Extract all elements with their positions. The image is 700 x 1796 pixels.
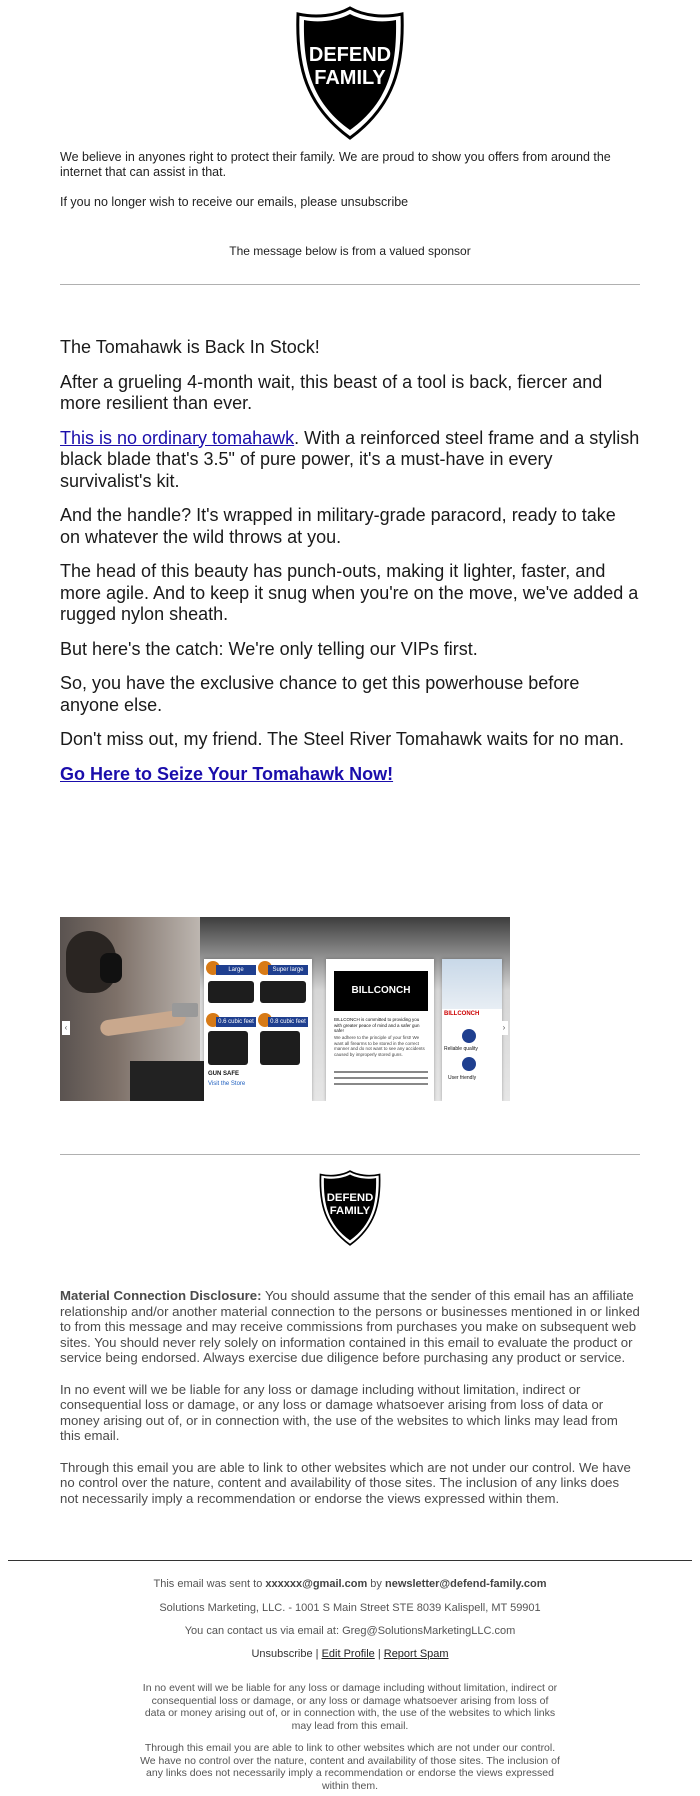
billconch-logo: BILLCONCH	[334, 971, 428, 1011]
people-photo	[442, 959, 502, 1009]
edit-profile-link[interactable]: Edit Profile	[321, 1648, 375, 1660]
article-heading: The Tomahawk is Back In Stock!	[60, 337, 320, 357]
banner-card-people	[442, 959, 502, 1101]
logo-line1: DEFEND	[308, 44, 392, 66]
tag-med: 0.8 cubic feet	[268, 1017, 308, 1027]
disclosure-p3: Through this email you are able to link to other websites which are not under our control. We have no control over the nature, content and availability of those sites. The inclusion of any links does not necessarily imply a recommendation or endorse the views expressed within them.	[60, 1459, 631, 1506]
article-p2-text: . With a reinforced steel frame and a stylish black blade that's 3.5" of pure power, it's a must-have in every survivalist's kit.	[60, 427, 640, 491]
ear-muff	[100, 953, 122, 983]
article	[60, 337, 640, 798]
sent-to-line	[0, 1578, 700, 1590]
ordinary-tomahawk-link[interactable]: This is no ordinary tomahawk	[60, 427, 295, 448]
pistol	[172, 1003, 198, 1017]
sent-prefix: This email was sent to	[153, 1578, 263, 1590]
article-p4: The head of this beauty has punch-outs, making it lighter, faster, and more agile. And to keep it snug when you're on the move, we've added a rugged nylon sheath.	[60, 561, 639, 624]
disclosure	[60, 1288, 640, 1522]
tag-large: Large	[216, 965, 256, 975]
separator: |	[315, 1648, 319, 1660]
sent-by: by	[370, 1578, 382, 1590]
safe-image-super	[260, 981, 306, 1003]
disclosure-p2: In no event will we be liable for any loss or damage including without limitation, indirect or consequential loss or damage, or any loss or damage whatsoever arising from loss of data or money arising out of, or in connection with, the use of the websites to which links may lead from this email.	[60, 1381, 618, 1443]
cta-link[interactable]: Go Here to Seize Your Tomahawk Now!	[60, 763, 394, 784]
contact-line: You can contact us via email at: Greg@SolutionsMarketingLLC.com	[184, 1625, 516, 1637]
reliable-quality: Reliable quality	[444, 1046, 478, 1052]
article-p6: So, you have the exclusive chance to get this powerhouse before anyone else.	[60, 673, 580, 715]
banner-card-brand	[326, 959, 434, 1101]
disclosure-p1	[60, 1288, 640, 1366]
disclosure-p1-text: You should assume that the sender of this email has an affiliate relationship and/or another material connection to the persons or businesses mentioned in or linked to from this message and may receive commissions from purchases you make on subsequent web sites. You should never rely solely on information contained in this email to evaluate the product or service being endorsed. Always exercise due diligence before purchasing any product or service.	[60, 1288, 640, 1365]
brand-text: We adhere to the principle of your first! We want all firearms to be stored in the correct manner and do not want to see any accidents caused by improperly stored guns.	[334, 1035, 425, 1057]
logo-line2: FAMILY	[314, 67, 386, 89]
unsubscribe-text[interactable]: Unsubscribe	[251, 1648, 313, 1660]
disclosure-title: Material Connection Disclosure:	[60, 1288, 262, 1303]
unsubscribe-prefix: If you no longer wish to receive our emails, please	[60, 195, 338, 209]
intro	[60, 150, 640, 210]
footer-divider	[8, 1560, 692, 1561]
report-spam-link[interactable]: Report Spam	[383, 1648, 449, 1660]
visit-store-link[interactable]: Visit the Store	[208, 1081, 246, 1087]
divider-bottom	[60, 1154, 640, 1155]
ad-banner[interactable]	[60, 917, 510, 1101]
defend-family-logo-small	[314, 1170, 386, 1246]
tag-super-large: Super large	[268, 965, 308, 975]
banner-card-safes	[204, 959, 312, 1101]
brand-mini: BILLCONCH	[444, 1011, 480, 1017]
article-p3: And the handle? It's wrapped in military-grade paracord, ready to take on whatever the wild throws at you.	[60, 505, 616, 547]
user-friendly: User friendly	[448, 1075, 477, 1081]
text-line	[334, 1077, 428, 1079]
defend-family-logo	[294, 6, 406, 140]
footer-legal-1: In no event will we be liable for any loss or damage including without limitation, indirect or consequential loss or damage, or any loss or damage whatsoever arising from loss of data or money arising out of, or in connection with, the use of the websites to which links may lead from this email.	[142, 1682, 558, 1732]
banner-next-arrow[interactable]: ›	[500, 1021, 508, 1035]
safe-image-small	[208, 1031, 248, 1065]
safe-image-med	[260, 1031, 300, 1065]
article-p5: But here's the catch: We're only telling our VIPs first.	[60, 638, 478, 659]
tag-small: 0.6 cubic feet	[216, 1017, 256, 1027]
gun-safe-label: GUN SAFE	[208, 1071, 240, 1077]
text-line	[334, 1083, 428, 1085]
brand-description: BILLCONCH is committed to providing you with greater peace of mind and a safer gun safe!	[334, 1017, 420, 1033]
separator: |	[377, 1648, 381, 1660]
article-p7: Don't miss out, my friend. The Steel River Tomahawk waits for no man.	[60, 729, 624, 749]
unsubscribe-line	[60, 195, 640, 210]
article-p1: After a grueling 4-month wait, this beast of a tool is back, fiercer and more resilient than ever.	[60, 371, 603, 413]
sponsor-note: The message below is from a valued sponsor	[229, 244, 471, 258]
sender-email: newsletter@defend-family.com	[384, 1578, 547, 1590]
user-icon	[462, 1057, 476, 1071]
recipient-email: xxxxxx@gmail.com	[265, 1578, 368, 1590]
logo-line2: FAMILY	[329, 1205, 371, 1218]
quality-icon	[462, 1029, 476, 1043]
text-line	[334, 1071, 428, 1073]
postal-address: Solutions Marketing, LLC. - 1001 S Main Street STE 8039 Kalispell, MT 59901	[159, 1602, 541, 1614]
footer-links	[0, 1648, 700, 1660]
safe-image-large	[208, 981, 254, 1003]
intro-statement: We believe in anyones right to protect their family. We are proud to show you offers from around the internet that can assist in that.	[60, 150, 611, 179]
divider-top	[60, 284, 640, 285]
article-p2	[60, 428, 640, 493]
banner-prev-arrow[interactable]: ‹	[62, 1021, 70, 1035]
logo-line1: DEFEND	[326, 1192, 374, 1205]
footer-legal-2: Through this email you are able to link to other websites which are not under our control. We have no control over the nature, content and availability of those sites. The inclusion of any links does not necessarily imply a recommendation or endorse the views expressed within them.	[140, 1742, 560, 1792]
unsubscribe-link[interactable]: unsubscribe	[340, 195, 409, 209]
